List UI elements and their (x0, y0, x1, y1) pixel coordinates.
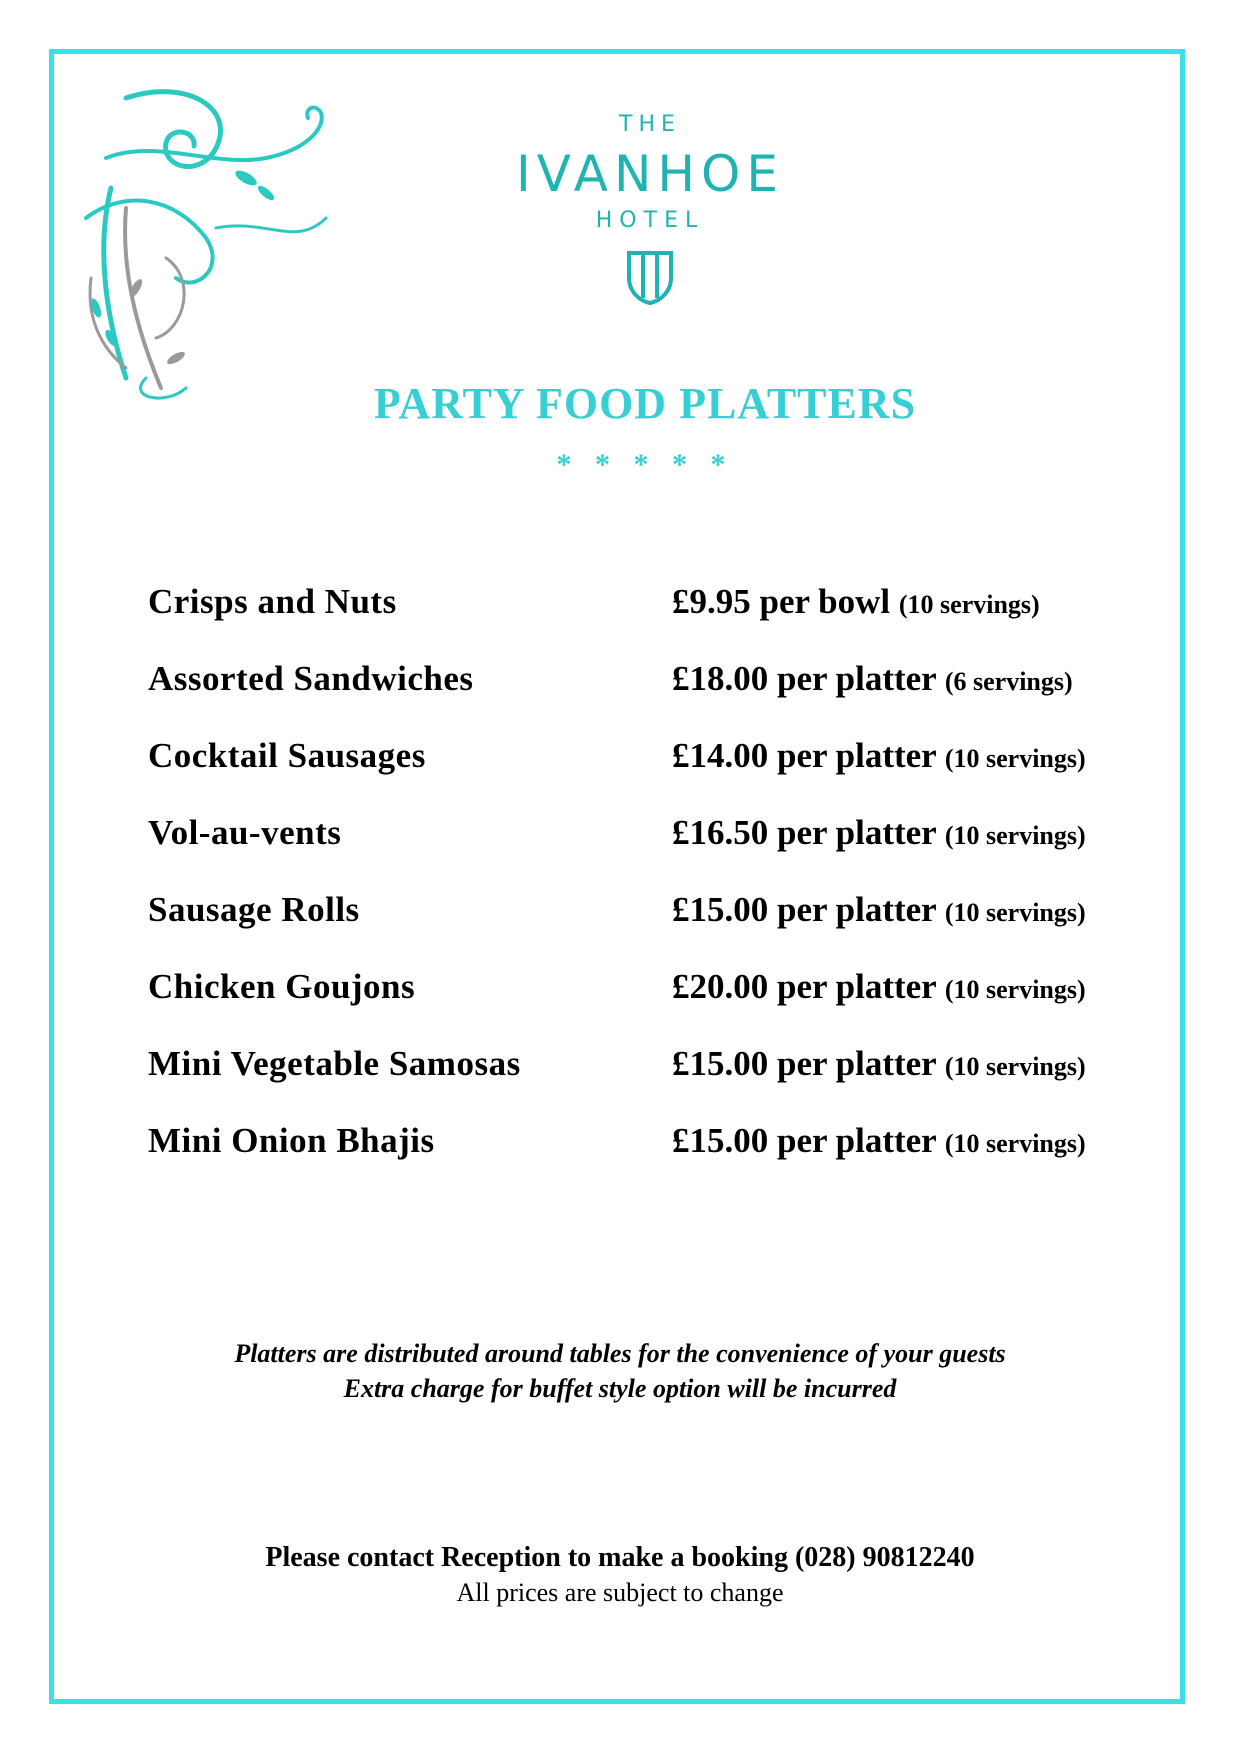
hotel-logo (480, 110, 820, 306)
stars-divider: * * * * * (556, 448, 734, 481)
price-amount: £15.00 (672, 890, 769, 929)
menu-item-price (672, 582, 1040, 622)
price-unit: per platter (777, 813, 937, 852)
menu-item-name: Assorted Sandwiches (148, 659, 474, 698)
price-amount: £15.00 (672, 1044, 769, 1083)
menu-item-name: Sausage Rolls (148, 890, 360, 929)
menu-item-price (672, 736, 1086, 776)
menu-item-name: Mini Vegetable Samosas (148, 1044, 521, 1083)
menu-item-price (672, 967, 1086, 1007)
contact-info (130, 1540, 1110, 1610)
price-amount: £14.00 (672, 736, 769, 775)
menu-item-price (672, 1121, 1086, 1161)
price-unit: per platter (777, 890, 937, 929)
menu-item-name: Vol-au-vents (148, 813, 342, 852)
menu-item-name: Mini Onion Bhajis (148, 1121, 435, 1160)
menu-row (148, 659, 1148, 736)
menu-item-price (672, 659, 1073, 699)
menu-row (148, 1121, 1148, 1198)
platter-notes (130, 1336, 1110, 1406)
price-unit: per bowl (759, 582, 891, 621)
menu-item-name: Crisps and Nuts (148, 582, 397, 621)
menu-row (148, 582, 1148, 659)
price-unit: per platter (777, 736, 937, 775)
menu-row (148, 1044, 1148, 1121)
price-unit: per platter (777, 1121, 937, 1160)
price-servings: (10 servings) (944, 975, 1086, 1004)
menu-row (148, 967, 1148, 1044)
price-servings: (10 servings) (944, 821, 1086, 850)
menu-row (148, 890, 1148, 967)
menu-item-price (672, 890, 1086, 930)
booking-contact: Please contact Reception to make a booking (028) 90812240 (265, 1542, 975, 1573)
note-line: Platters are distributed around tables for the convenience of your guests (234, 1339, 1006, 1368)
price-amount: £20.00 (672, 967, 769, 1006)
price-servings: (10 servings) (944, 744, 1086, 773)
price-amount: £9.95 (672, 582, 751, 621)
logo-hotel: HOTEL (595, 208, 705, 233)
menu-row (148, 736, 1148, 813)
price-servings: (10 servings) (944, 1129, 1086, 1158)
price-unit: per platter (777, 659, 937, 698)
price-amount: £18.00 (672, 659, 769, 698)
logo-the: THE (619, 112, 681, 137)
floral-swirl-ornament (66, 78, 366, 408)
price-disclaimer: All prices are subject to change (456, 1578, 784, 1607)
menu-list (148, 582, 1148, 1198)
shield-crest-icon (626, 250, 674, 306)
menu-item-price (672, 1044, 1086, 1084)
menu-item-name: Chicken Goujons (148, 967, 416, 1006)
page-title: PARTY FOOD PLATTERS (373, 379, 917, 428)
price-amount: £15.00 (672, 1121, 769, 1160)
price-unit: per platter (777, 1044, 937, 1083)
note-line: Extra charge for buffet style option will be incurred (343, 1374, 897, 1403)
price-servings: (10 servings) (944, 898, 1086, 927)
menu-item-name: Cocktail Sausages (148, 736, 426, 775)
menu-row (148, 813, 1148, 890)
price-servings: (6 servings) (944, 667, 1073, 696)
logo-name: IVANHOE (516, 145, 784, 203)
price-unit: per platter (777, 967, 937, 1006)
menu-item-price (672, 813, 1086, 853)
price-amount: £16.50 (672, 813, 769, 852)
price-servings: (10 servings) (944, 1052, 1086, 1081)
price-servings: (10 servings) (898, 590, 1040, 619)
